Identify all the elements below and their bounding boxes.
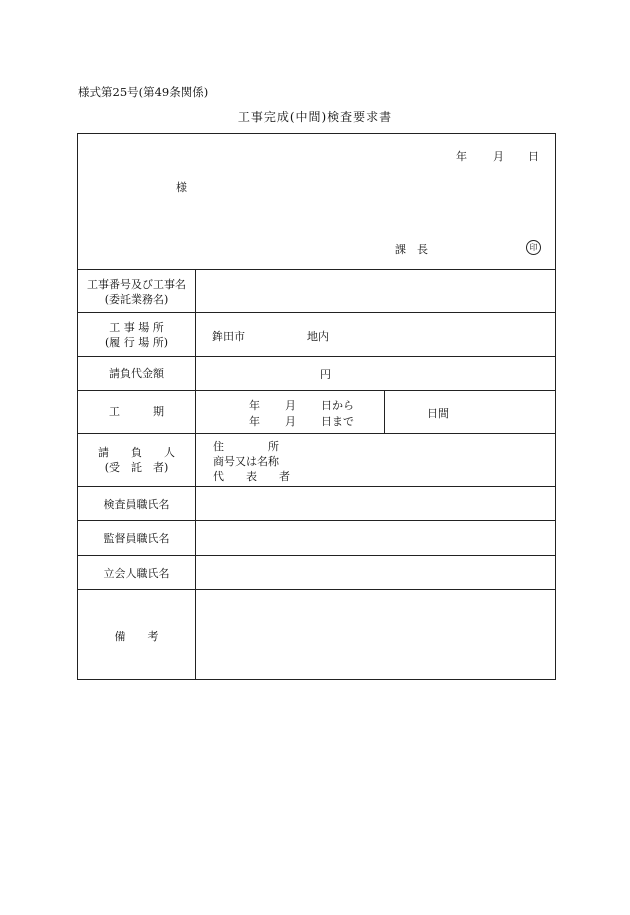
work-name-label: 工事番号及び工事名 (委託業務名) bbox=[87, 278, 186, 306]
inspector-field[interactable] bbox=[196, 487, 555, 520]
date-day-label: 日 bbox=[528, 150, 539, 163]
period-label: 工 期 bbox=[109, 405, 164, 418]
location-area-suffix: 地内 bbox=[307, 330, 329, 343]
addressee-suffix: 様 bbox=[176, 181, 187, 194]
contract-amount-label: 請負代金額 bbox=[109, 367, 164, 380]
contractor-company-label: 商号又は名称 bbox=[213, 455, 279, 468]
period-days: 日間 bbox=[427, 407, 449, 420]
remarks-field[interactable] bbox=[196, 590, 555, 679]
inspector-label: 検査員職氏名 bbox=[103, 498, 170, 511]
row-divider bbox=[78, 390, 555, 391]
row-divider bbox=[78, 356, 555, 357]
contractor-label: 請 負 人 (受 託 者) bbox=[98, 446, 175, 474]
supervisor-field[interactable] bbox=[196, 521, 555, 555]
period-from-year: 年 bbox=[249, 399, 260, 412]
remarks-label: 備 考 bbox=[114, 630, 159, 643]
row-divider bbox=[78, 433, 555, 434]
date-year-label: 年 bbox=[456, 150, 467, 163]
document-title: 工事完成(中間)検査要求書 bbox=[237, 110, 393, 124]
period-to-month: 月 bbox=[285, 415, 296, 428]
witness-field[interactable] bbox=[196, 556, 555, 589]
supervisor-label: 監督員職氏名 bbox=[103, 532, 170, 545]
period-to-year: 年 bbox=[249, 415, 260, 428]
currency-yen: 円 bbox=[320, 368, 331, 381]
location-label: 工 事 場 所 (履 行 場 所) bbox=[104, 321, 169, 349]
contractor-representative-label: 代 表 者 bbox=[213, 470, 290, 483]
period-from-day: 日から bbox=[321, 399, 354, 412]
form-reference: 様式第25号(第49条関係) bbox=[78, 85, 209, 99]
work-name-field[interactable] bbox=[196, 270, 555, 312]
row-divider bbox=[78, 312, 555, 313]
period-to-day: 日まで bbox=[321, 415, 354, 428]
period-from-month: 月 bbox=[285, 399, 296, 412]
section-chief-label: 課 長 bbox=[395, 243, 428, 256]
witness-label: 立会人職氏名 bbox=[103, 567, 170, 580]
location-city: 鉾田市 bbox=[212, 330, 245, 343]
seal-icon: 印 bbox=[526, 240, 541, 255]
contractor-address-label: 住 所 bbox=[213, 440, 279, 453]
period-days-divider bbox=[384, 390, 385, 433]
date-month-label: 月 bbox=[493, 150, 504, 163]
form-table bbox=[77, 133, 556, 680]
